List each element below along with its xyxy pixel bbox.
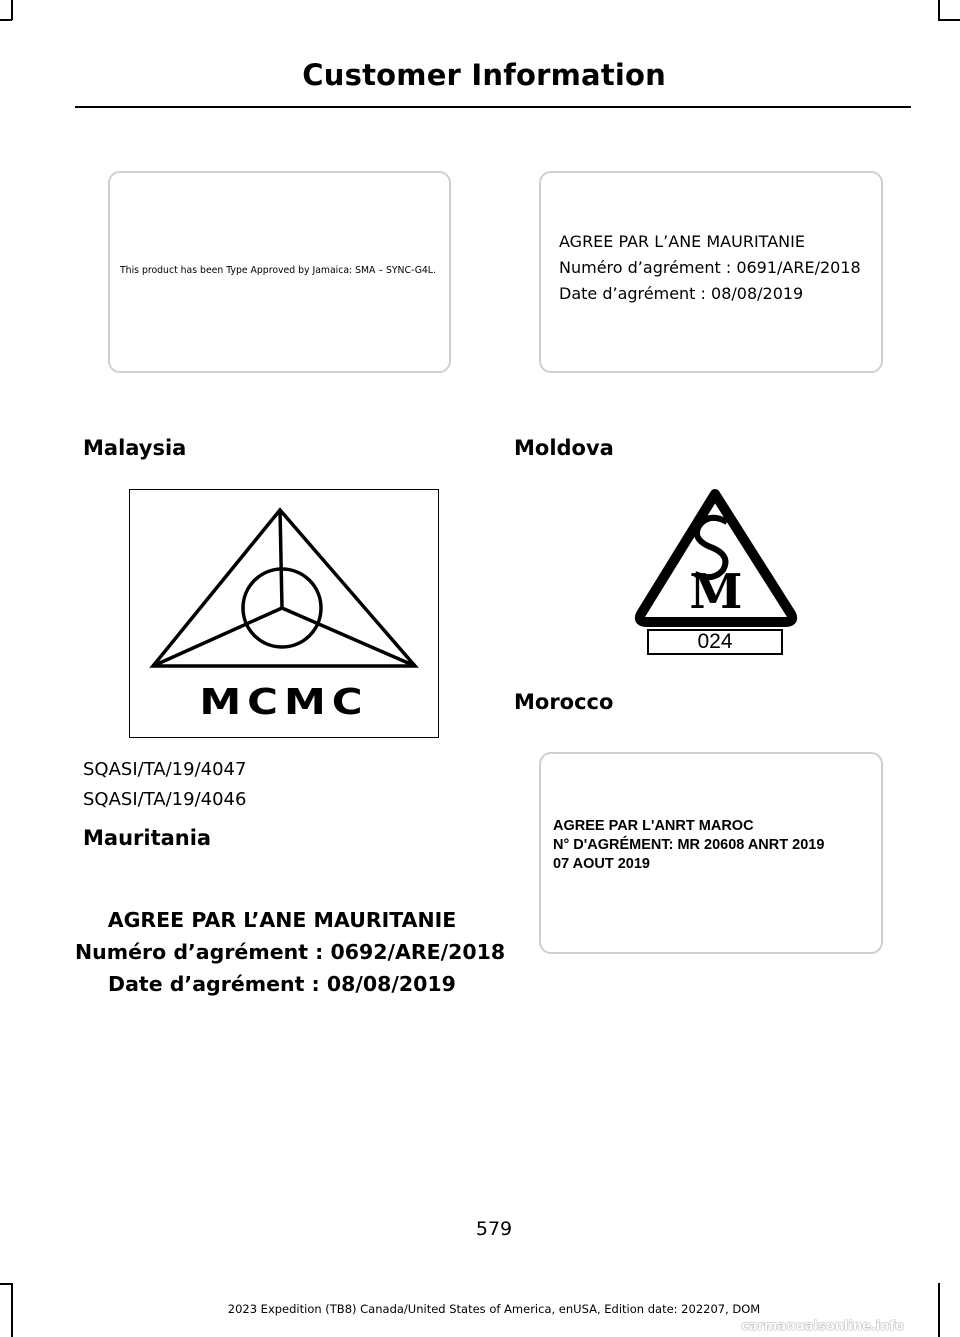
mauritania-box-line-2: Numéro d’agrément : 0691/ARE/2018: [559, 258, 861, 277]
moldova-number: 024: [697, 630, 733, 653]
malaysia-code-1: SQASI/TA/19/4047: [83, 759, 247, 780]
crop-mark-top-right-v: [938, 0, 940, 20]
morocco-label-box: [539, 752, 883, 954]
mauritania-box-line-1: AGREE PAR L’ANE MAURITANIE: [559, 232, 805, 251]
mauritania-heading: Mauritania: [83, 826, 212, 850]
crop-mark-top-left-h: [0, 19, 12, 21]
crop-mark-bottom-left-h: [0, 1283, 12, 1285]
watermark: carmanualsonline.info: [741, 1319, 905, 1334]
mauritania-label-box: [539, 171, 883, 373]
page-title: Customer Information: [302, 58, 666, 92]
moldova-sm-logo: [625, 478, 806, 670]
morocco-heading: Morocco: [514, 690, 614, 714]
edition-footer: 2023 Expedition (TB8) Canada/United States of America, enUSA, Edition date: 202207, DOM: [227, 1302, 761, 1316]
crop-mark-top-right-h: [938, 19, 960, 21]
malaysia-heading: Malaysia: [83, 436, 187, 460]
mauritania-line-3: Date d’agrément : 08/08/2019: [108, 972, 456, 996]
morocco-line-3: 07 AOUT 2019: [553, 856, 650, 872]
morocco-line-2: N° D'AGRÉMENT: MR 20608 ANRT 2019: [553, 837, 825, 853]
morocco-line-1: AGREE PAR L'ANRT MAROC: [553, 818, 754, 834]
malaysia-code-2: SQASI/TA/19/4046: [83, 789, 247, 810]
mauritania-box-line-3: Date d’agrément : 08/08/2019: [559, 284, 804, 303]
header-divider: [75, 106, 911, 108]
page-number: 579: [475, 1218, 513, 1240]
crop-mark-top-left-v: [11, 0, 13, 20]
mauritania-line-1: AGREE PAR L’ANE MAURITANIE: [107, 908, 457, 932]
svg-text:M: M: [689, 564, 743, 620]
mcmc-logo: [129, 489, 439, 738]
jamaica-label-box: [108, 171, 451, 373]
mauritania-line-2: Numéro d’agrément : 0692/ARE/2018: [75, 940, 506, 964]
moldova-heading: Moldova: [514, 436, 614, 460]
moldova-number-box: [647, 629, 783, 655]
moldova-sm-emblem: [625, 478, 806, 628]
jamaica-label-text: This product has been Type Approved by Jamaica: SMA – SYNC-G4L.: [120, 265, 436, 276]
mcmc-logo-text: MCMC: [199, 680, 369, 723]
